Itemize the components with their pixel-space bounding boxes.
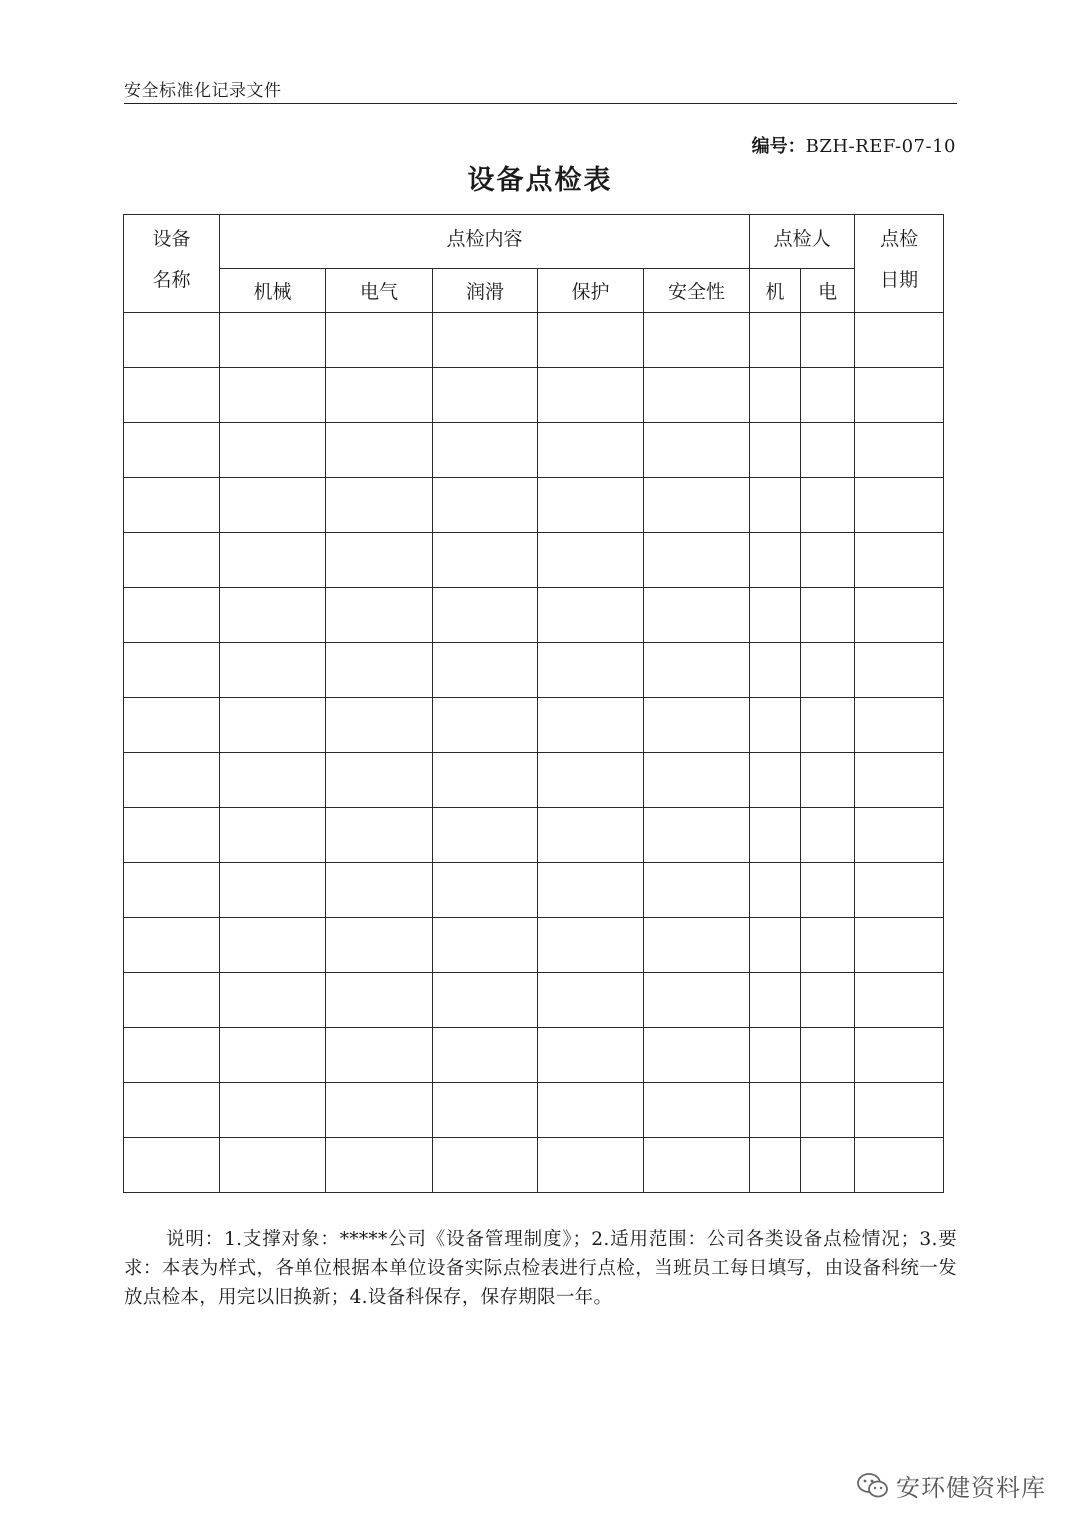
table-cell — [220, 973, 326, 1028]
table-cell — [220, 1083, 326, 1138]
table-row — [124, 313, 944, 368]
table-cell — [801, 1028, 855, 1083]
table-cell — [326, 1138, 433, 1193]
table-cell — [433, 808, 538, 863]
table-cell — [750, 698, 801, 753]
table-row — [124, 698, 944, 753]
table-cell — [124, 478, 220, 533]
table-cell — [124, 918, 220, 973]
table-cell — [326, 698, 433, 753]
table-cell — [124, 973, 220, 1028]
table-cell — [855, 1138, 944, 1193]
table-cell — [644, 1083, 750, 1138]
table-cell — [326, 643, 433, 698]
table-cell — [220, 588, 326, 643]
table-cell — [124, 313, 220, 368]
table-cell — [801, 753, 855, 808]
table-cell — [801, 313, 855, 368]
table-cell — [644, 533, 750, 588]
table-cell — [326, 808, 433, 863]
table-cell — [124, 1028, 220, 1083]
table-cell — [750, 313, 801, 368]
header-inspector: 点检人 — [750, 215, 855, 269]
table-cell — [433, 1083, 538, 1138]
table-cell — [750, 643, 801, 698]
table-cell — [326, 1083, 433, 1138]
inspection-table — [123, 214, 944, 1193]
table-cell — [220, 863, 326, 918]
table-cell — [220, 313, 326, 368]
table-cell — [801, 698, 855, 753]
table-cell — [326, 753, 433, 808]
table-cell — [750, 863, 801, 918]
header-text: 安全标准化记录文件 — [124, 81, 282, 101]
table-cell — [855, 313, 944, 368]
table-cell — [326, 478, 433, 533]
table-cell — [801, 918, 855, 973]
table-cell — [750, 1028, 801, 1083]
table-cell — [750, 368, 801, 423]
header-date-line2: 日期 — [880, 269, 919, 291]
table-cell — [750, 808, 801, 863]
table-cell — [220, 368, 326, 423]
header-sub-protection: 保护 — [538, 269, 644, 313]
table-cell — [644, 1138, 750, 1193]
table-cell — [433, 313, 538, 368]
table-cell — [750, 423, 801, 478]
table-cell — [124, 588, 220, 643]
note-paragraph: 说明：1.支撑对象：*****公司《设备管理制度》；2.适用范围：公司各类设备点检情况；3.要求：本表为样式，各单位根据本单位设备实际点检表进行点检，当班员工每日填写，由设备科统一发放点检本，用完以旧换新；4.设备科保存，保存期限一年。 — [124, 1229, 957, 1308]
table-cell — [801, 588, 855, 643]
table-cell — [801, 1083, 855, 1138]
table-cell — [644, 973, 750, 1028]
table-cell — [326, 368, 433, 423]
header-sub-inspector-mech: 机 — [750, 269, 801, 313]
table-cell — [750, 753, 801, 808]
table-cell — [433, 368, 538, 423]
table-cell — [644, 423, 750, 478]
watermark-text: 安环健资料库 — [896, 1474, 1046, 1502]
table-cell — [644, 643, 750, 698]
watermark — [856, 1468, 1046, 1503]
table-cell — [801, 863, 855, 918]
table-cell — [220, 643, 326, 698]
table-cell — [801, 808, 855, 863]
table-cell — [538, 643, 644, 698]
table-cell — [433, 588, 538, 643]
table-row — [124, 863, 944, 918]
table-cell — [644, 698, 750, 753]
table-cell — [220, 533, 326, 588]
table-row — [124, 1138, 944, 1193]
table-cell — [538, 808, 644, 863]
table-cell — [326, 973, 433, 1028]
table-row — [124, 808, 944, 863]
table-cell — [124, 1083, 220, 1138]
header-equipment-line1: 设备 — [152, 228, 191, 250]
table-cell — [801, 368, 855, 423]
table-cell — [855, 753, 944, 808]
table-cell — [644, 753, 750, 808]
table-cell — [124, 808, 220, 863]
table-cell — [326, 533, 433, 588]
header-inspection-date — [855, 215, 944, 313]
table-cell — [855, 808, 944, 863]
table-cell — [124, 423, 220, 478]
table-cell — [750, 973, 801, 1028]
table-cell — [750, 1083, 801, 1138]
table-cell — [124, 533, 220, 588]
table-cell — [855, 423, 944, 478]
table-row — [124, 533, 944, 588]
table-cell — [538, 1028, 644, 1083]
table-cell — [433, 753, 538, 808]
table-row — [124, 918, 944, 973]
table-row — [124, 423, 944, 478]
table-cell — [538, 1083, 644, 1138]
table-cell — [644, 368, 750, 423]
header-sub-inspector-elec: 电 — [801, 269, 855, 313]
table-cell — [538, 533, 644, 588]
table-cell — [538, 918, 644, 973]
table-cell — [538, 368, 644, 423]
table-cell — [855, 973, 944, 1028]
header-equipment-name — [124, 215, 220, 313]
table-cell — [433, 973, 538, 1028]
table-cell — [124, 643, 220, 698]
table-cell — [433, 478, 538, 533]
table-row — [124, 478, 944, 533]
table-cell — [220, 423, 326, 478]
table-cell — [855, 643, 944, 698]
table-cell — [801, 423, 855, 478]
table-row — [124, 1028, 944, 1083]
table-cell — [855, 1028, 944, 1083]
table-cell — [326, 588, 433, 643]
table-cell — [750, 533, 801, 588]
table-cell — [644, 478, 750, 533]
table-cell — [433, 698, 538, 753]
table-cell — [326, 423, 433, 478]
table-cell — [855, 1083, 944, 1138]
table-cell — [220, 1138, 326, 1193]
table-cell — [644, 863, 750, 918]
table-cell — [801, 533, 855, 588]
table-cell — [801, 1138, 855, 1193]
table-row — [124, 643, 944, 698]
table-cell — [220, 478, 326, 533]
table-cell — [220, 753, 326, 808]
table-cell — [220, 698, 326, 753]
table-cell — [644, 808, 750, 863]
header-sub-safety: 安全性 — [644, 269, 750, 313]
table-row — [124, 1083, 944, 1138]
table-cell — [124, 368, 220, 423]
table-cell — [326, 918, 433, 973]
table-cell — [801, 478, 855, 533]
table-cell — [220, 918, 326, 973]
table-cell — [855, 863, 944, 918]
table-cell — [433, 423, 538, 478]
table-cell — [433, 1028, 538, 1083]
table-cell — [433, 643, 538, 698]
table-cell — [538, 1138, 644, 1193]
table-cell — [538, 423, 644, 478]
table-cell — [855, 478, 944, 533]
table-cell — [855, 588, 944, 643]
table-cell — [801, 643, 855, 698]
wechat-icon — [856, 1471, 890, 1501]
table-cell — [855, 368, 944, 423]
doc-number-value: BZH-REF-07-10 — [805, 136, 956, 157]
table-cell — [433, 863, 538, 918]
table-cell — [538, 753, 644, 808]
table-cell — [644, 313, 750, 368]
header-sub-lubrication: 润滑 — [433, 269, 538, 313]
table-row — [124, 368, 944, 423]
table-cell — [538, 698, 644, 753]
table-cell — [220, 1028, 326, 1083]
table-cell — [433, 533, 538, 588]
table-cell — [750, 478, 801, 533]
table-cell — [538, 313, 644, 368]
table-row — [124, 588, 944, 643]
table-cell — [124, 698, 220, 753]
table-cell — [326, 313, 433, 368]
table-cell — [855, 698, 944, 753]
table-cell — [855, 918, 944, 973]
doc-number — [752, 132, 956, 158]
table-cell — [433, 1138, 538, 1193]
table-row — [124, 753, 944, 808]
header-equipment-line2: 名称 — [152, 269, 191, 291]
table-cell — [326, 863, 433, 918]
table-cell — [538, 973, 644, 1028]
page-title: 设备点检表 — [467, 165, 613, 196]
table-cell — [220, 808, 326, 863]
table-cell — [124, 753, 220, 808]
header-sub-electrical: 电气 — [326, 269, 433, 313]
table-cell — [644, 588, 750, 643]
header-rule — [124, 103, 957, 104]
table-cell — [750, 918, 801, 973]
table-cell — [124, 1138, 220, 1193]
table-cell — [801, 973, 855, 1028]
table-cell — [124, 863, 220, 918]
table-cell — [433, 918, 538, 973]
header-sub-mechanical: 机械 — [220, 269, 326, 313]
table-cell — [750, 588, 801, 643]
header-inspection-content: 点检内容 — [220, 215, 750, 269]
table-cell — [644, 918, 750, 973]
table-cell — [644, 1028, 750, 1083]
table-cell — [326, 1028, 433, 1083]
table-cell — [538, 478, 644, 533]
table-cell — [538, 863, 644, 918]
table-cell — [538, 588, 644, 643]
table-row — [124, 973, 944, 1028]
doc-number-label: 编号： — [751, 136, 806, 157]
header-date-line1: 点检 — [880, 228, 919, 250]
table-cell — [855, 533, 944, 588]
table-cell — [750, 1138, 801, 1193]
